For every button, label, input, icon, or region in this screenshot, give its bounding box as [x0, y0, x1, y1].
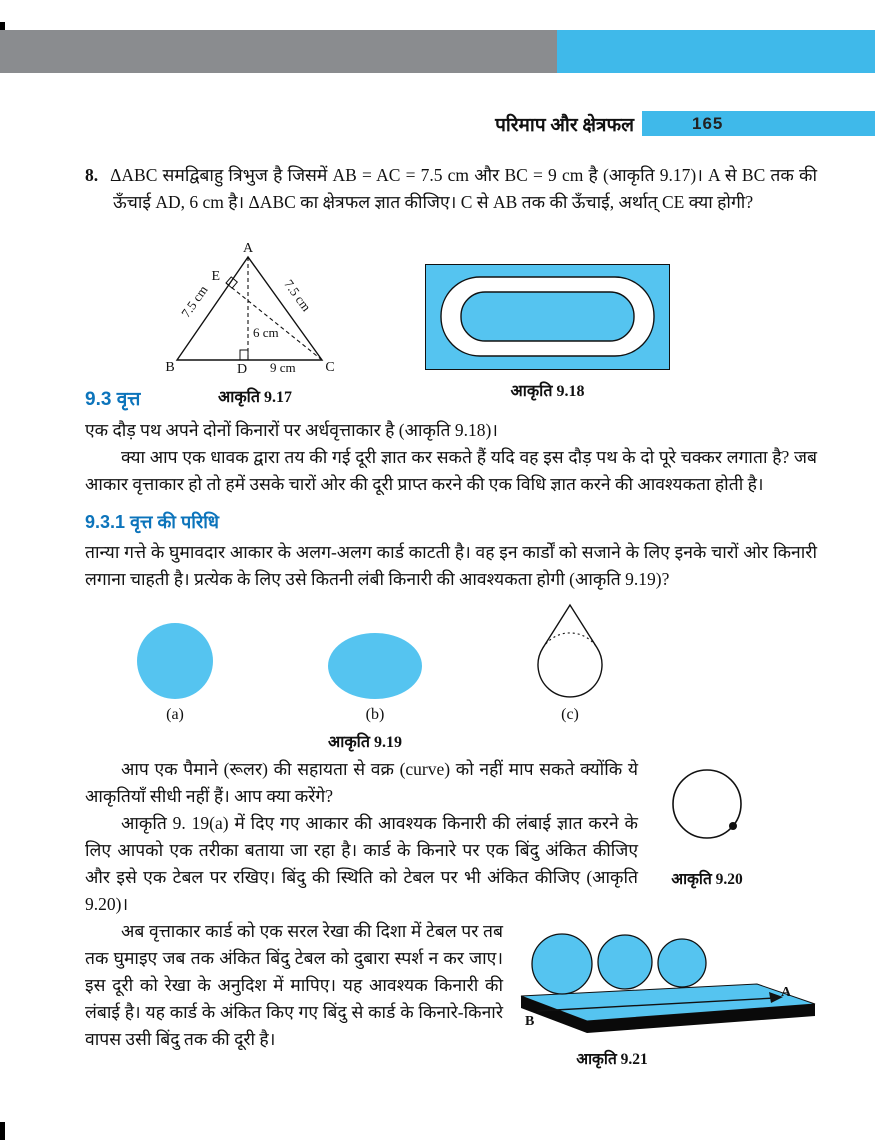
question-8 [85, 162, 817, 216]
section-9-3-1-heading: 9.3.1 वृत्त की परिधि [85, 512, 219, 532]
altitude-CE [226, 283, 322, 360]
question-text: ΔABC समद्विबाहु त्रिभुज है जिसमें AB = AC = 7.5 cm और BC = 9 cm है (आकृति 9.17)। A से BC तक की ऊँचाई AD, 6 cm है। ΔABC का क्षेत्रफल ज्ञात कीजिए। C से AB तक की ऊँचाई, अर्थात् CE क्या होगी? [110, 165, 817, 212]
top-cyan-bar [557, 30, 875, 73]
section-9-3-1-para-1: तान्या गत्ते के घुमावदार आकार के अलग-अलग कार्ड काटती है। वह इन कार्डों को सजाने के लिए इनके चारों ओर किनारी लगाना चाहती है। प्रत्येक के लिए उसे कितनी लंबी किनारी की आवश्यकता होगी (आकृति 9.19)? [85, 542, 817, 589]
section-9-3-para-1: एक दौड़ पथ अपने दोनों किनारों पर अर्धवृत्ताकार है (आकृति 9.18)। [85, 420, 498, 440]
page-number: 165 [692, 113, 724, 133]
cone-card-outline [538, 605, 602, 697]
track-ring-inner [461, 292, 634, 341]
circle-card [137, 623, 213, 699]
point-D-label: D [236, 362, 248, 376]
side-AC-length: 7.5 cm [281, 276, 315, 315]
figure-9-19 [85, 601, 615, 725]
cone-card-figure [525, 601, 615, 701]
isosceles-triangle-figure [140, 240, 370, 376]
para-roll: अब वृत्ताकार कार्ड को एक सरल रेखा की दिशा में टेबल पर तब तक घुमाइए जब तक अंकित बिंदु टेबल को दुबारा स्पर्श न कर जाए। इस दूरी को रेखा के अनुदिश में मापिए। यह आवश्यक किनारी की लंबाई है। यह कार्ड के अंकित किए गए बिंदु से कार्ड के किनारे-किनारे वापस उसी बिंदु तक की दूरी है। [85, 921, 503, 1049]
ellipse-card-figure [320, 631, 430, 701]
question-number: 8. [85, 165, 99, 185]
vertex-B-label: B [165, 360, 175, 375]
vertex-C-label: C [325, 360, 335, 375]
rolling-circle-3 [658, 939, 706, 987]
side-AB-length: 7.5 cm [178, 282, 211, 321]
figure-9-18 [425, 264, 670, 401]
marked-point-dot [729, 822, 737, 830]
rolling-circle-1 [532, 934, 592, 994]
para-ruler: आप एक पैमाने (रूलर) की सहायता से वक्र (curve) को नहीं माप सकते क्योंकि ये आकृतियाँ सीधी नहीं हैं। आप क्या करेंगे? [85, 759, 638, 806]
circle-card-figure [125, 621, 225, 701]
figure-9-20 [652, 762, 762, 893]
card-shape-a [125, 621, 225, 725]
shape-b-label: (b) [365, 706, 385, 723]
figure-9-21-caption: आकृति 9.21 [576, 1051, 648, 1068]
figure-9-19-caption: आकृति 9.19 [328, 734, 402, 751]
card-shape-b [320, 631, 430, 725]
figure-9-17-caption: आकृति 9.17 [218, 389, 292, 406]
figure-9-17 [140, 240, 370, 407]
point-E-label: E [211, 269, 220, 284]
figure-9-20-caption: आकृति 9.20 [671, 871, 743, 888]
top-gray-bar [0, 30, 557, 73]
page-header [0, 110, 875, 137]
point-A-label: A [781, 985, 792, 1000]
rolling-circles-figure [517, 926, 817, 1034]
page-edge-mark-bottom [0, 1122, 5, 1140]
shape-a-label: (a) [166, 706, 184, 723]
base-BC-length: 9 cm [270, 360, 296, 375]
section-9-3-para-2: क्या आप एक धावक द्वारा तय की गई दूरी ज्ञात कर सकते हैं यदि वह इस दौड़ पथ के दो पूरे चक्कर लगाता है? जब आकार वृत्ताकार हो तो हमें उसके चारों ओर की दूरी प्राप्त करने की एक विधि ज्ञात करने की आवश्यकता होती है। [85, 447, 817, 494]
figure-9-18-caption: आकृति 9.18 [510, 383, 585, 400]
ellipse-card [328, 633, 422, 699]
shape-c-label: (c) [561, 706, 579, 723]
chapter-title: परिमाप और क्षेत्रफल [495, 114, 634, 136]
page-number-box [642, 111, 875, 136]
vertex-A-label: A [242, 241, 254, 256]
section-9-3-heading: 9.3 वृत्त [85, 389, 141, 410]
rolling-circle-2 [598, 935, 652, 989]
right-angle-marker-D [240, 350, 248, 360]
marked-circle-figure [657, 762, 757, 854]
altitude-AD-length: 6 cm [253, 325, 279, 340]
main-text-column [85, 388, 817, 1073]
para-method: आकृति 9. 19(a) में दिए गए आकार की आवश्यक किनारी की लंबाई ज्ञात करने के लिए आपको एक तरीका बताया जा रहा है। कार्ड के किनारे पर एक बिंदु अंकित कीजिए और इसे एक टेबल पर रखिए। बिंदु की स्थिति को टेबल पर भी अंकित कीजिए (आकृति 9.20)। [85, 813, 638, 914]
racetrack-figure [425, 264, 670, 370]
figure-9-21 [517, 926, 817, 1073]
point-B-label: B [525, 1014, 535, 1029]
card-shape-c [525, 601, 615, 725]
